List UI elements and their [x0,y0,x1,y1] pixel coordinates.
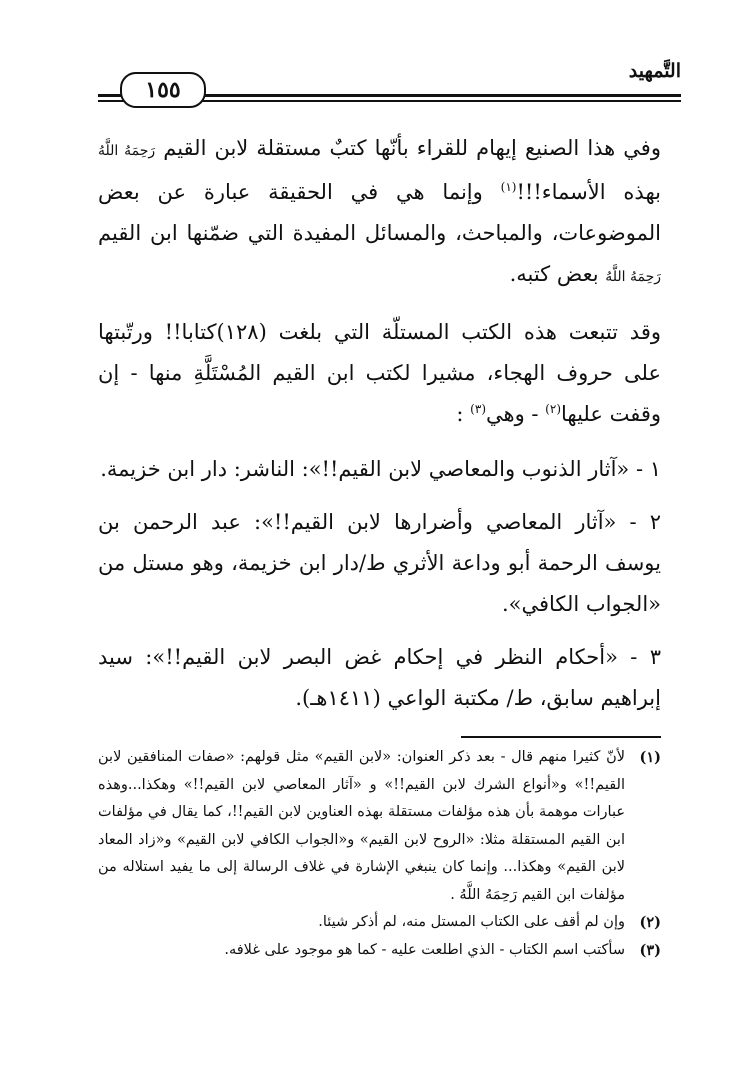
main-text [98,128,661,731]
footnote-ref-2[interactable]: (٢) [545,402,561,416]
footnote-text: لأنّ كثيرا منهم قال - بعد ذكر العنوان: «لابن القيم» مثل قولهم: «صفات المنافقين لابن القيم!!» و«أنواع الشرك لابن القيم!!» و «آثار المعاصي لابن القيم!!» وهكذا...وهذه عبارات موهمة بأن هذه مؤلفات مستقلة بهذه العناوين لابن القيم!!، كما يقال في مؤلفات ابن القيم المستقلة مثلا: «الروح لابن القيم» و«الجواب الكافي لابن القيم» و«زاد المعاد لابن القيم» وهكذا... وإنما كان ينبغي الإشارة في غلاف الرسالة إلى ما يفيد استلاله من مؤلفات ابن القيم رَحِمَهُ اللَّهُ . [98,749,625,903]
footnote-ref-1[interactable]: (١) [500,180,517,194]
honorific: رَحِمَهُ اللَّهُ [98,143,156,159]
footnote-text: سأكتب اسم الكتاب - الذي اطلعت عليه - كما هو موجود على غلافه. [224,941,625,958]
list-item: ١ - «آثار الذنوب والمعاصي لابن القيم!!»: الناشر: دار ابن خزيمة. [100,457,661,481]
footnote-number: (٢) [639,914,661,931]
list-item: ٣ - «أحكام النظر في إحكام غض البصر لابن القيم!!»: سيد إبراهيم سابق، ط/ مكتبة الواعي (١٤١١هـ). [98,645,661,710]
paragraph-2: وقد تتبعت هذه الكتب المستلّة التي بلغت (١٢٨)كتابا!! ورتّبتها على حروف الهجاء، مشيرا لكتب ابن القيم المُسْتَلَّةِ منها - إن وقفت عليها$^{(٢)}$ - وهي$^{(٣)}$ : [98,320,661,426]
footnote-1 [98,744,661,909]
footnote-ref-3[interactable]: (٣) [470,402,486,416]
paragraph-1: وفي هذا الصنيع إيهام للقراء بأنّها كتبٌ مستقلة لابن القيم رَحِمَهُ اللَّهُ بهذه الأسماء!!!$^{(١)}$ وإنما هي في الحقيقة عبارة عن بعض الموضوعات، والمباحث، والمسائل المفيدة التي ضمّنها ابن القيم رَحِمَهُ اللَّهُ بعض كتبه. [98,136,661,286]
honorific: رَحِمَهُ اللَّهُ [605,269,661,285]
list-item: ٢ - «آثار المعاصي وأضرارها لابن القيم!!»: عبد الرحمن بن يوسف الرحمة أبو وداعة الأثري ط/دار ابن خزيمة، وهو مستل من «الجواب الكافي». [98,510,661,616]
footnote-3 [98,937,661,965]
footnote-separator [461,736,661,738]
footnote-number: (١) [639,749,661,766]
running-head: التَّمهيد [628,60,681,82]
page-number: ١٥٥ [120,72,206,108]
footnote-2 [98,909,661,937]
footnotes [98,744,661,964]
page-header [98,60,681,110]
footnote-number: (٣) [639,941,661,959]
footnote-text: وإن لم أقف على الكتاب المستل منه، لم أذكر شيئا. [318,914,625,930]
